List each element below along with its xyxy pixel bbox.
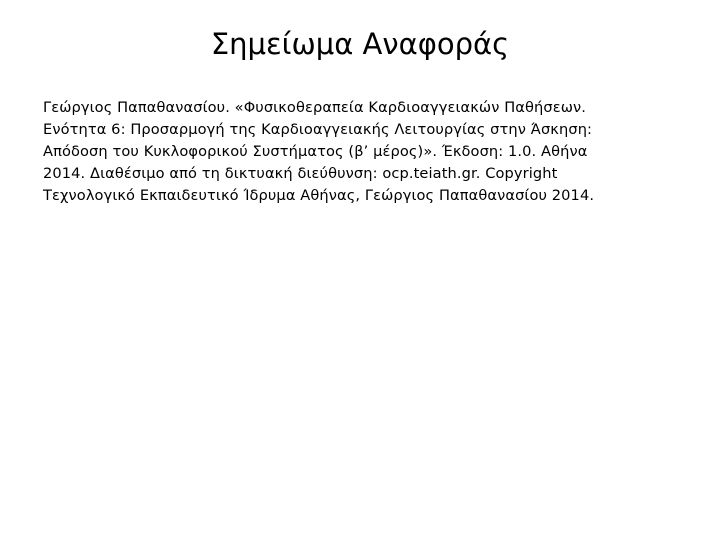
citation-text [43, 97, 703, 207]
slide-title: Σημείωμα Αναφοράς [210, 27, 510, 61]
citation-line: Γεώργιος Παπαθανασίου. «Φυσικοθεραπεία Καρδιοαγγειακών Παθήσεων. [43, 99, 587, 116]
citation-line: Τεχνολογικό Εκπαιδευτικό Ίδρυμα Αθήνας, Γεώργιος Παπαθανασίου 2014. [43, 187, 595, 204]
citation-line: Ενότητα 6: Προσαρμογή της Καρδιοαγγειακής Λειτουργίας στην Άσκηση: [43, 121, 593, 138]
citation-line: 2014. Διαθέσιμο από τη δικτυακή διεύθυνση: ocp.teiath.gr. Copyright [43, 165, 558, 182]
citation-line: Απόδοση του Κυκλοφορικού Συστήματος (β’ μέρος)». Έκδοση: 1.0. Αθήνα [43, 143, 588, 160]
